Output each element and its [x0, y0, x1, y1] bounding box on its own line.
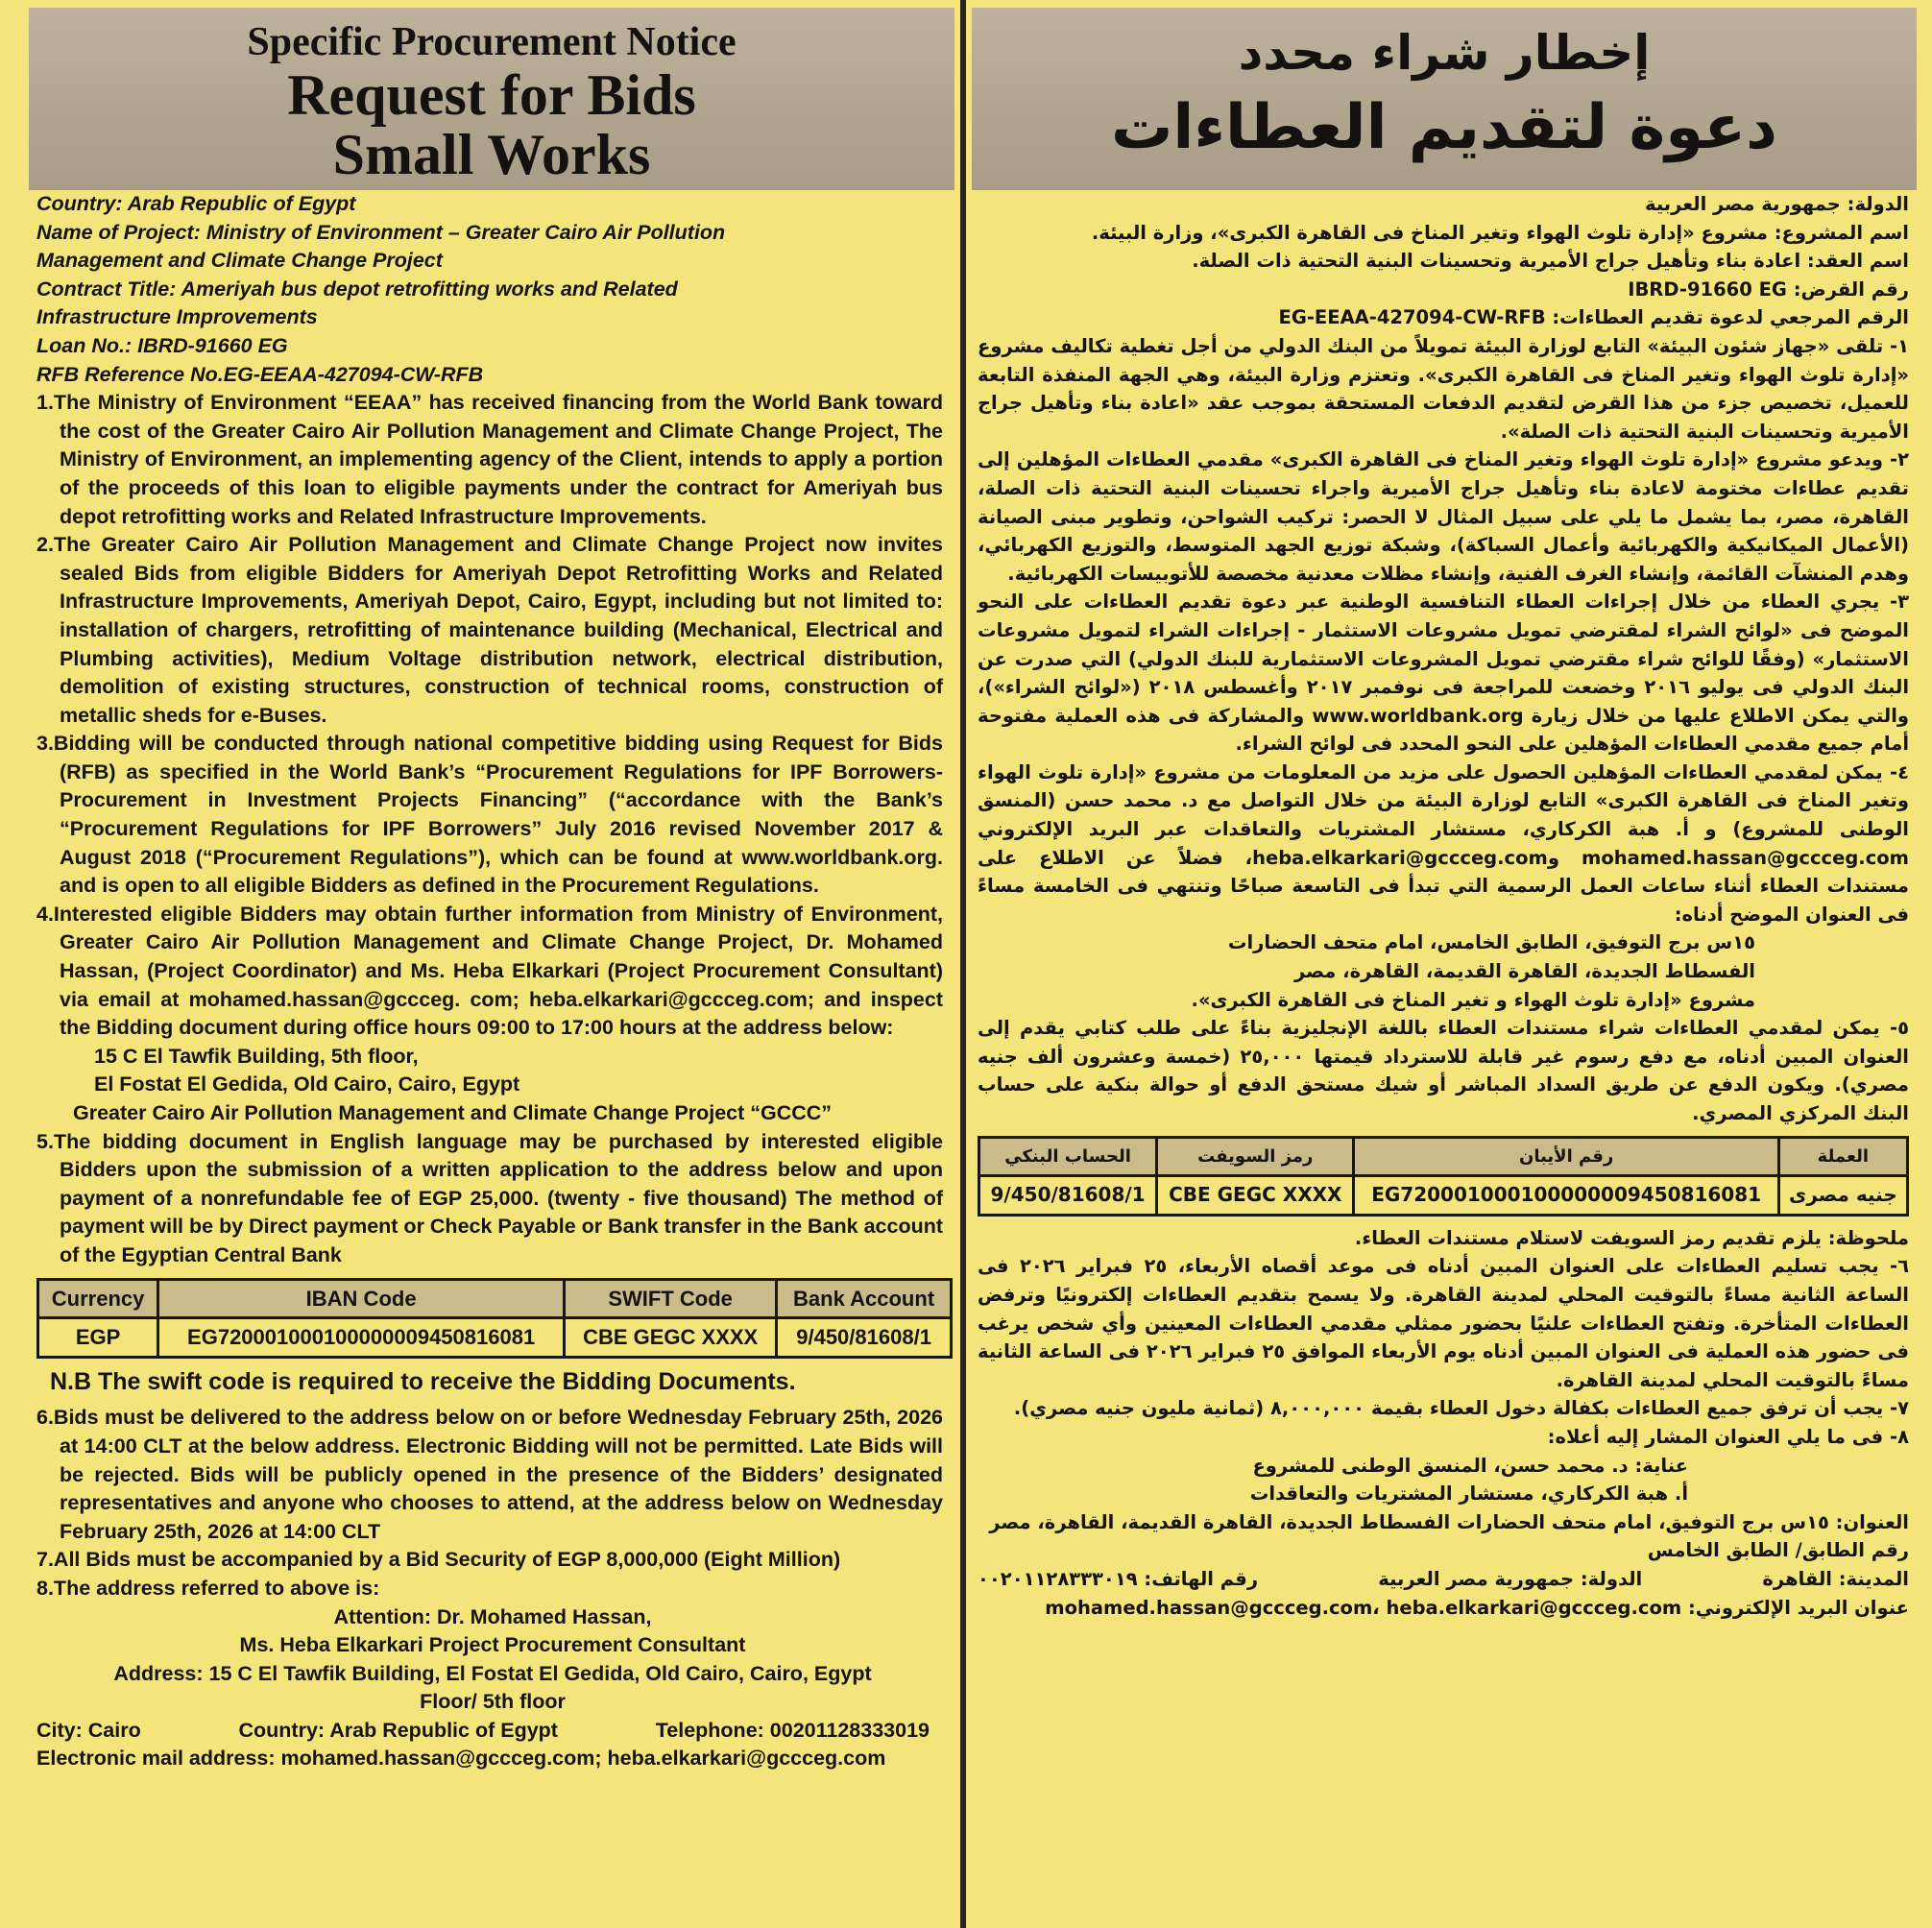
bank-table-header-row [38, 1279, 952, 1318]
paragraph-2: 2.The Greater Cairo Air Pollution Management and Climate Change Project now invites sealed Bids from eligible Bidders for Ameriyah Depot Retrofitting Works and Related Infrastructure Improvements, Ameriyah Depot, Cairo, Egypt, including but not limited to: installation of chargers, retrofitting of maintenance building (Mechanical, Electrical and Plumbing activities), Medium Voltage distribution network, electrical distribution, demolition of existing structures, construction of technical rooms, construction of metallic sheds for e-Buses. [36, 533, 943, 727]
bank-td-swift: CBE GEGC XXXX [565, 1318, 777, 1358]
ar-contact-telephone: رقم الهاتف: ٠٠٢٠١١٢٨٣٣٣٠١٩ [978, 1567, 1259, 1590]
english-body [36, 190, 949, 1773]
bank-th-account: Bank Account [777, 1279, 952, 1318]
ar-meta-contract-title: اسم العقد: اعادة بناء وتأهيل جراج الأميرية وتحسينات البنية التحتية ذات الصلة. [1192, 250, 1909, 273]
ar-bank-td-swift: CBE GEGC XXXX [1157, 1176, 1354, 1216]
ar-bank-th-iban: رقم الأيبان [1354, 1137, 1778, 1176]
bank-td-currency: EGP [38, 1318, 158, 1358]
ar-bank-td-iban: EG720001000100000009450816081 [1354, 1176, 1778, 1216]
ar-paragraph-5: ٥- يمكن لمقدمي العطاءات شراء مستندات العطاء باللغة الإنجليزية بناءً على طلب كتابي يقدم إلى العنوان المبين أدناه، مع دفع رسوم غير قابلة للاسترداد قيمتها ٢٥,٠٠٠ (خمسة وعشرون ألف جنيه مصري). ويكون الدفع عن طريق السداد المباشر أو شيك مستحق الدفع أو حوالة بنكية على حساب البنك المركزي المصري. [978, 1017, 1909, 1124]
bank-td-account: 9/450/81608/1 [777, 1318, 952, 1358]
arabic-body [978, 190, 1909, 1622]
ar-bank-td-currency: جنيه مصرى [1778, 1176, 1907, 1216]
ar-bank-th-swift: رمز السويفت [1157, 1137, 1354, 1176]
ar-bank-details-table [978, 1136, 1909, 1217]
ar-meta-rfb-reference: الرقم المرجعي لدعوة تقديم العطاءات: EG-EEAA-427094-CW-RFB [1278, 306, 1909, 329]
ar-paragraph-4: ٤- يمكن لمقدمي العطاءات المؤهلين الحصول على مزيد من المعلومات من مشروع «إدارة تلوث الهواء وتغير المناخ فى القاهرة الكبرى» التابع لوزارة البيئة من خلال التواصل مع د. محمد حسن (المنسق الوطنى للمشروع) و أ. هبة الكركاري، مستشار المشتريات والتعاقدات عبر البريد الإلكتروني mohamed.hassan@gccceg.com وheba.elkarkari@gccceg.com، فضلاً عن الاطلاع على مستندات العطاء أثناء ساعات العمل الرسمية التي تبدأ فى التاسعة صباحًا وتنتهي فى الخامسة مساءً فى العنوان الموضح أدناه: [978, 760, 1909, 926]
ar-inspection-address-line-2: الفسطاط الجديدة، القاهرة القديمة، القاهرة، مصر [1293, 960, 1755, 983]
paragraph-4: 4.Interested eligible Bidders may obtain further information from Ministry of Environment, Greater Cairo Air Pollution Management and Climate Change Project, Dr. Mohamed Hassan, (Project Coordinator) and Ms. Heba Elkarkari (Project Procurement Consultant) via email at mohamed.hassan@gccceg. com; heba.elkarkari@gccceg.com; and inspect the Bidding document during office hours 09:00 to 17:00 hours at the address below: [36, 902, 943, 1040]
english-header-notice-type: Specific Procurement Notice [247, 20, 737, 64]
ar-meta-country: الدولة: جمهورية مصر العربية [1645, 193, 1909, 215]
english-header-subtitle: Small Works [332, 123, 651, 186]
bank-table-row [38, 1318, 952, 1358]
paragraph-8: 8.The address referred to above is: [36, 1576, 380, 1600]
meta-contract-title-cont: Infrastructure Improvements [36, 305, 318, 329]
english-header-title: Request for Bids [287, 63, 696, 127]
paragraph-5: 5.The bidding document in English language may be purchased by interested eligible Bidders upon the submission of a written application to the address below and upon payment of a nonrefundable fee of EGP 25,000. (twenty - five thousand) The method of payment will be by Direct payment or Check Payable or Bank transfer in the Bank account of the Egyptian Central Bank [36, 1129, 943, 1266]
meta-loan-no: Loan No.: IBRD-91660 EG [36, 333, 288, 357]
bank-td-iban: EG720001000100000009450816081 [158, 1318, 565, 1358]
paragraph-3: 3.Bidding will be conducted through national competitive bidding using Request for Bids (RFB) as specified in the World Bank’s “Procurement Regulations for IPF Borrowers- Procurement in Investment Projects Financing” (“accordance with the Bank’s “Procurement Regulations for IPF Borrowers” July 2016 revised November 2017 & August 2018 (“Procurement Regulations”), which can be found at www.worldbank.org. and is open to all eligible Bidders as defined in the Procurement Regulations. [36, 732, 943, 898]
paragraph-7: 7.All Bids must be accompanied by a Bid Security of EGP 8,000,000 (Eight Million) [36, 1548, 841, 1572]
ar-meta-project-name: اسم المشروع: مشروع «إدارة تلوث الهواء وتغير المناخ فى القاهرة الكبرى»، وزارة البيئة. [1091, 221, 1909, 244]
ar-contact-city: المدينة: القاهرة [1762, 1567, 1909, 1590]
meta-contract-title: Contract Title: Ameriyah bus depot retrofitting works and Related [36, 277, 678, 301]
contact-address: Address: 15 C El Tawfik Building, El Fostat El Gedida, Old Cairo, Cairo, Egypt [113, 1661, 872, 1685]
meta-country: Country: Arab Republic of Egypt [36, 192, 356, 215]
paragraph-6: 6.Bids must be delivered to the address below on or before Wednesday February 25th, 2026 at 14:00 CLT at the below address. Electronic Bidding will not be permitted. Late Bids will be rejected. Bids will be publicly opened in the presence of the Bidders’ designated representatives and anyone who chooses to attend, at the address below on Wednesday February 25th, 2026 at 14:00 CLT [36, 1406, 943, 1543]
ar-paragraph-2: ٢- ويدعو مشروع «إدارة تلوث الهواء وتغير المناخ فى القاهرة الكبرى» مقدمي العطاءات المؤهلين إلى تقديم عطاءات مختومة لاعادة بناء وتأهيل جراج الأميرية واجراء تحسينات البنية التحتية ذات الصلة، القاهرة، مصر، بما يشمل ما يلي على سبيل المثال لا الحصر: تركيب الشواحن، وتطوير مبنى الصيانة (الأعمال الميكانيكية والكهربائية وأعمال السباكة)، وشبكة توزيع الجهد المتوسط، والتوزيع الكهربائي، وهدم المنشآت القائمة، وإنشاء الغرف الفنية، وإنشاء مظلات معدنية مخصصة للأتوبيسات الكهربائية. [978, 448, 1909, 585]
contact-floor: Floor/ 5th floor [420, 1690, 566, 1714]
ar-contact-country: الدولة: جمهورية مصر العربية [1378, 1567, 1643, 1590]
ar-paragraph-7: ٧- يجب أن ترفق جميع العطاءات بكفالة دخول العطاء بقيمة ٨,٠٠٠,٠٠٠ (ثمانية مليون جنيه مصري). [1013, 1397, 1909, 1420]
ar-paragraph-8: ٨- فى ما يلي العنوان المشار إليه أعلاه: [1547, 1425, 1909, 1448]
ar-inspection-address-line-1: ١٥س برج التوفيق، الطابق الخامس، امام متحف الحضارات [1227, 931, 1755, 954]
english-header [29, 8, 954, 190]
attention-line-1: Attention: Dr. Mohamed Hassan, [333, 1604, 652, 1628]
contact-country: Country: Arab Republic of Egypt [238, 1718, 558, 1742]
swift-code-note: N.B The swift code is required to receive the Bidding Documents. [50, 1367, 796, 1395]
bank-th-swift: SWIFT Code [565, 1279, 777, 1318]
arabic-header-notice-type: إخطار شراء محدد [1238, 25, 1651, 81]
english-column [29, 0, 954, 1928]
bank-th-currency: Currency [38, 1279, 158, 1318]
ar-paragraph-6: ٦- يجب تسليم العطاءات على العنوان المبين أدناه فى موعد أقصاه الأربعاء، ٢٥ فبراير ٢٠٢٦ فى الساعة الثانية مساءً بالتوقيت المحلي لمدينة القاهرة. ولا يسمح بتقديم العطاءات إلكترونيًا وترفض العطاءات المتأخرة. وتفتح العطاءات علنيًا بحضور ممثلي مقدمي العطاءات المعينين وأي شخص يرغب فى حضور هذه العملية فى العنوان المبين أدناه يوم الأربعاء الموافق ٢٥ فبراير ٢٠٢٦ فى الساعة الثانية مساءً بالتوقيت المحلي لمدينة القاهرة. [978, 1255, 1909, 1391]
english-meta-block [36, 190, 949, 389]
ar-contact-email: عنوان البريد الإلكتروني: mohamed.hassan@gccceg.com، heba.elkarkari@gccceg.com [1045, 1596, 1909, 1619]
inspection-address-line-3: Greater Cairo Air Pollution Management and Climate Change Project “GCCC” [73, 1101, 833, 1124]
contact-telephone: Telephone: 00201128333019 [655, 1718, 930, 1742]
inspection-address-line-2: El Fostat El Gedida, Old Cairo, Cairo, Egypt [94, 1072, 520, 1097]
arabic-column [972, 0, 1917, 1928]
ar-bank-th-account: الحساب البنكي [979, 1137, 1157, 1176]
ar-bank-td-account: 9/450/81608/1 [979, 1176, 1157, 1216]
ar-inspection-address-line-3: مشروع «إدارة تلوث الهواء و تغير المناخ فى القاهرة الكبرى». [1191, 988, 1755, 1011]
inspection-address-line-1: 15 C El Tawfik Building, 5th floor, [94, 1044, 419, 1068]
ar-contact-address: العنوان: ١٥س برج التوفيق، امام متحف الحضارات الفسطاط الجديدة، القاهرة القديمة، القاهرة، مصر [989, 1510, 1909, 1533]
bank-th-iban: IBAN Code [158, 1279, 565, 1318]
ar-swift-code-note: ملحوظة: يلزم تقديم رمز السويفت لاستلام مستندات العطاء. [1354, 1226, 1909, 1249]
attention-line-2: Ms. Heba Elkarkari Project Procurement Consultant [239, 1633, 746, 1657]
ar-paragraph-1: ١- تلقى «جهاز شئون البيئة» التابع لوزارة البيئة تمويلاً من البنك الدولي من أجل تغطية تكاليف مشروع «إدارة تلوث الهواء وتغير المناخ فى القاهرة الكبرى». وتعتزم وزارة البيئة، وهي الجهة المنفذة التابعة للعميل، تخصيص جزء من هذا القرض لتقديم الدفعات المستحقة بموجب عقد «اعادة بناء وتأهيل جراج الأميرية وتحسينات البنية التحتية ذات الصلة». [978, 334, 1909, 443]
ar-attention-line-2: أ. هبة الكركاري، مستشار المشتريات والتعاقدات [1249, 1482, 1688, 1506]
ar-bank-table-row [979, 1176, 1908, 1216]
contact-email: Electronic mail address: mohamed.hassan@gccceg.com; heba.elkarkari@gccceg.com [36, 1747, 886, 1771]
arabic-header [972, 8, 1917, 190]
column-divider [960, 0, 966, 1928]
meta-project-name-cont: Management and Climate Change Project [36, 249, 443, 273]
ar-meta-loan-no: رقم القرض: IBRD-91660 EG [1628, 277, 1909, 301]
ar-bank-table-header-row [979, 1137, 1908, 1176]
bank-details-table [36, 1278, 953, 1359]
ar-attention-line-1: عناية: د. محمد حسن، المنسق الوطنى للمشروع [1252, 1454, 1688, 1477]
ar-contact-floor: رقم الطابق/ الطابق الخامس [1647, 1539, 1909, 1562]
meta-project-name: Name of Project: Ministry of Environment – Greater Cairo Air Pollution [36, 220, 726, 244]
ar-bank-th-currency: العملة [1778, 1137, 1907, 1176]
meta-rfb-reference: RFB Reference No.EG-EEAA-427094-CW-RFB [36, 362, 484, 386]
arabic-header-title: دعوة لتقديم العطاءات [1111, 92, 1777, 163]
paragraph-1: 1.The Ministry of Environment “EEAA” has received financing from the World Bank toward the cost of the Greater Cairo Air Pollution Management and Climate Change Project, The Ministry of Environment, an implementing agency of the Client, intends to apply a portion of the proceeds of this loan to eligible payments under the contract for Ameriyah bus depot retrofitting works and Related Infrastructure Improvements. [36, 391, 943, 528]
contact-info-row [36, 1717, 949, 1746]
ar-contact-info-row [978, 1565, 1909, 1594]
contact-city: City: Cairo [36, 1718, 141, 1742]
ar-paragraph-3: ٣- يجري العطاء من خلال إجراءات العطاء التنافسية الوطنية عبر دعوة تقديم العطاءات على النحو الموضح فى «لوائح الشراء لمقترضي تمويل مشروعات الاستثمار - إجراءات الشراء لتمويل مشروعات الاستثمار» (وفقًا للوائح شراء مقترضي تمويل المشروعات الاستثمارية للبنك الدولي) التي صدرت عن البنك الدولي فى يوليو ٢٠١٦ وخضعت للمراجعة فى نوفمبر ٢٠١٧ وأغسطس ٢٠١٨ («لوائح الشراء»)، والتي يمكن الاطلاع عليها من خلال زيارة www.worldbank.org والمشاركة فى هذه العملية مفتوحة أمام جميع مقدمي العطاءات المؤهلين على النحو المحدد فى لوائح الشراء. [978, 590, 1910, 756]
